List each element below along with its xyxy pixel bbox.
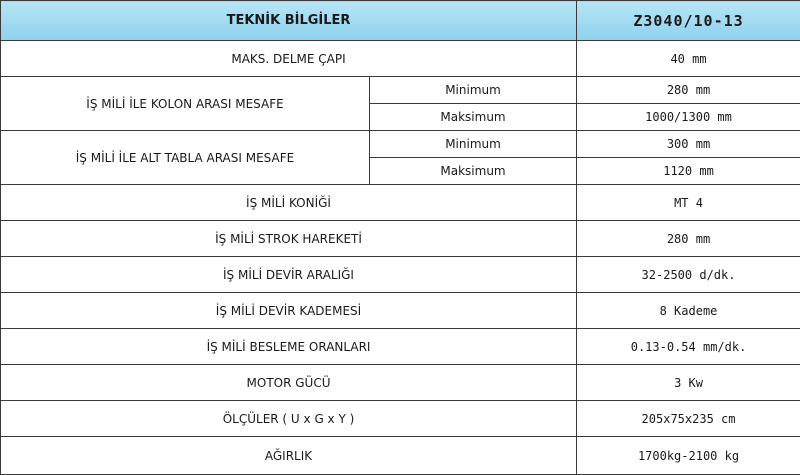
header-label: TEKNİK BİLGİLER (1, 1, 577, 41)
row-label: AĞIRLIK (1, 437, 577, 475)
row-value: 280 mm (577, 221, 800, 257)
row-value: 205x75x235 cm (577, 401, 800, 437)
row-value: 3 Kw (577, 365, 800, 401)
header-model: Z3040/10-13 (577, 1, 800, 41)
row-value: 300 mm (577, 131, 800, 158)
table-row (1, 131, 800, 158)
row-value: 32-2500 d/dk. (577, 257, 800, 293)
sub-label: Minimum (370, 77, 577, 104)
row-label: İŞ MİLİ İLE KOLON ARASI MESAFE (1, 77, 370, 131)
table-row (1, 257, 800, 293)
table-row (1, 437, 800, 475)
table-row (1, 221, 800, 257)
row-label: İŞ MİLİ BESLEME ORANLARI (1, 329, 577, 365)
sub-label: Maksimum (370, 104, 577, 131)
table-row (1, 293, 800, 329)
table-row (1, 365, 800, 401)
row-value: 40 mm (577, 41, 800, 77)
row-label: MAKS. DELME ÇAPI (1, 41, 577, 77)
row-value: MT 4 (577, 185, 800, 221)
row-label: ÖLÇÜLER ( U x G x Y ) (1, 401, 577, 437)
row-value: 1120 mm (577, 158, 800, 185)
row-label: İŞ MİLİ STROK HAREKETİ (1, 221, 577, 257)
table-row (1, 41, 800, 77)
row-value: 1700kg-2100 kg (577, 437, 800, 475)
row-value: 8 Kademe (577, 293, 800, 329)
table-row (1, 185, 800, 221)
header-row (1, 1, 800, 41)
row-value: 280 mm (577, 77, 800, 104)
row-label: MOTOR GÜCÜ (1, 365, 577, 401)
row-label: İŞ MİLİ KONİĞİ (1, 185, 577, 221)
row-label: İŞ MİLİ DEVİR ARALIĞI (1, 257, 577, 293)
row-label: İŞ MİLİ İLE ALT TABLA ARASI MESAFE (1, 131, 370, 185)
sub-label: Maksimum (370, 158, 577, 185)
table-row (1, 401, 800, 437)
sub-label: Minimum (370, 131, 577, 158)
row-value: 0.13-0.54 mm/dk. (577, 329, 800, 365)
table-row (1, 77, 800, 104)
row-label: İŞ MİLİ DEVİR KADEMESİ (1, 293, 577, 329)
row-value: 1000/1300 mm (577, 104, 800, 131)
table-row (1, 329, 800, 365)
